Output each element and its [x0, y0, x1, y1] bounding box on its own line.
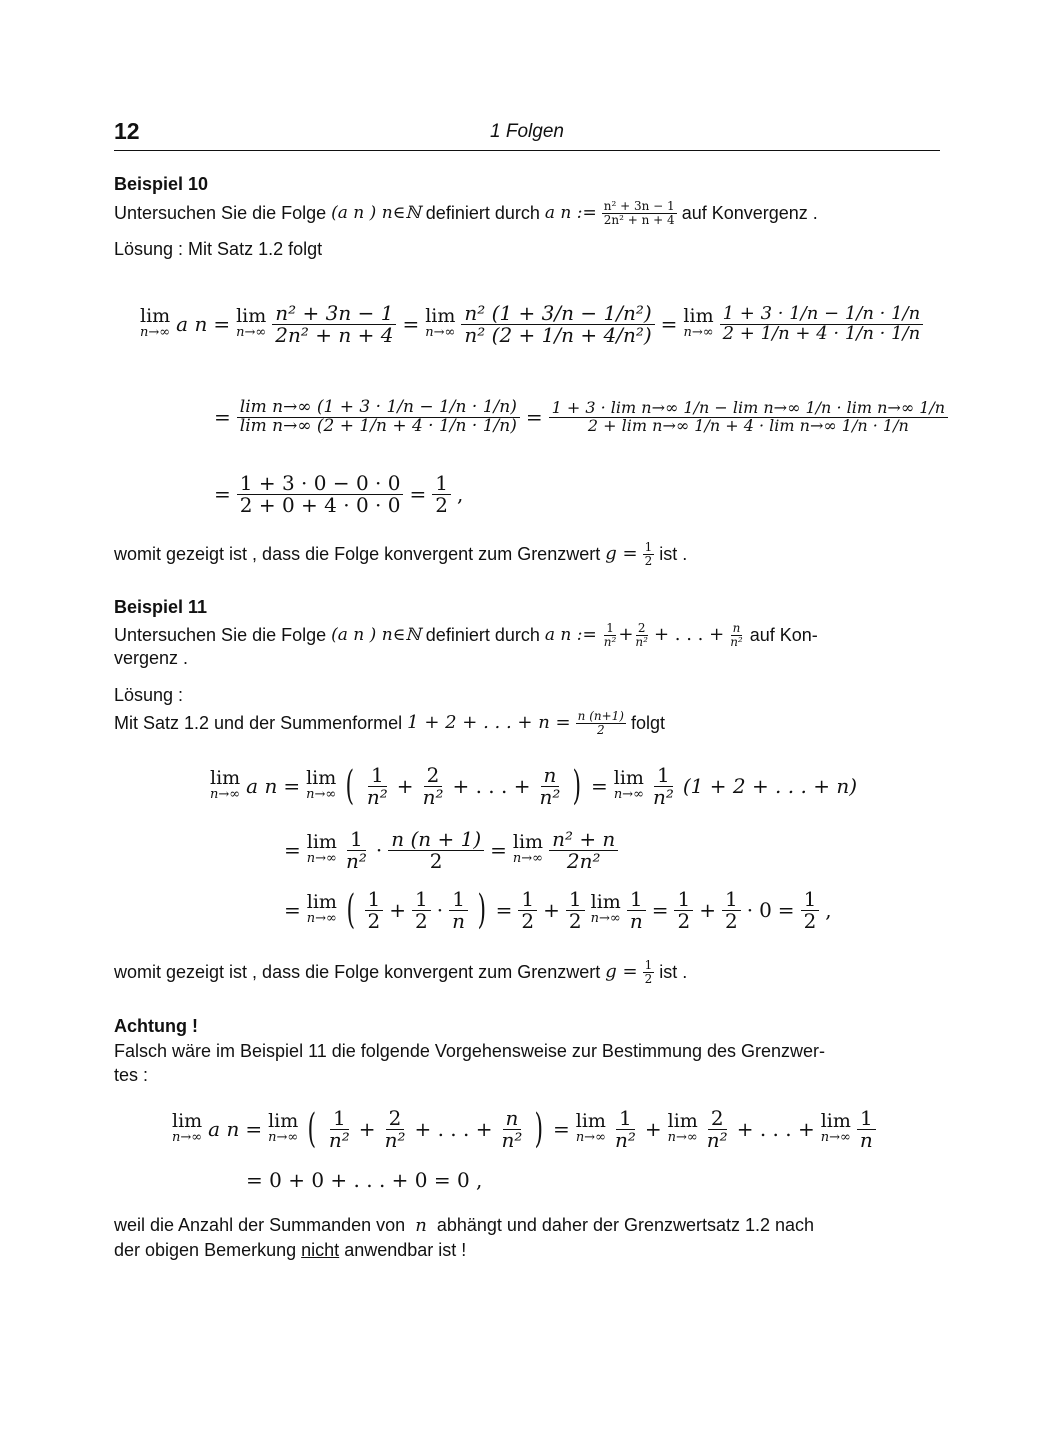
left-paren: (	[307, 1106, 317, 1152]
example-11-title: Beispiel 11	[114, 597, 208, 617]
left-paren: (	[345, 763, 355, 809]
definition-lhs: a n :=	[544, 203, 597, 223]
fraction: $\frac{1}{\text{n²}}$	[614, 1105, 636, 1152]
fraction: $\frac{1}{2}$	[432, 473, 451, 516]
limit-operator: lim n→∞	[575, 1110, 606, 1146]
fraction: $\frac{1}{n}$	[449, 889, 468, 932]
fraction: $\frac{1}{2}$	[365, 889, 384, 932]
page-header	[114, 118, 940, 151]
warning-text: Falsch wäre im Beispiel 11 die folgende Vorgehensweise zur Bestimmung des Grenzwer-	[114, 1041, 826, 1061]
equals-sign: =	[214, 482, 231, 506]
fraction: $\frac{\text{n² + n}}{\text{2n²}}$	[549, 829, 618, 872]
sum-formula: 1 + 2 + . . . + n =	[407, 712, 571, 733]
fraction: $\frac{n}{\text{n²}}$	[730, 620, 743, 649]
definition-lhs: a n :=	[544, 625, 597, 645]
limit-operator: lim n→∞	[268, 1110, 299, 1146]
limit-operator: lim n→∞	[306, 831, 337, 867]
fraction: $\frac{\text{n² (1 + 3/n − 1/n²)}}{\text{n² (2 + 1/n + 4/n²)}}$	[461, 303, 654, 346]
right-paren: )	[572, 763, 582, 809]
example-11-conclusion: womit gezeigt ist , dass die Folge konvergent zum Grenzwert g = $\frac{1}{2}$ ist .	[114, 957, 688, 986]
fraction: $\frac{n}{\text{n²}}$	[501, 1105, 523, 1152]
limit-operator: lim n→∞	[667, 1110, 698, 1146]
fraction: $\frac{\text{n² + 3n − 1}}{\text{2n² + n + 4}}$	[272, 303, 396, 346]
definition-fraction: $\frac{\text{n² + 3n − 1}}{\text{2n² + n + 4}}$	[603, 198, 675, 227]
limit-operator: lim n→∞	[683, 305, 714, 341]
fraction: $\frac{2}{\text{n²}}$	[706, 1105, 728, 1152]
limit-value-fraction: $\frac{1}{2}$	[644, 539, 653, 568]
chapter-title: 1 Folgen	[490, 121, 564, 142]
fraction: $\frac{2}{\text{n²}}$	[384, 1105, 406, 1152]
fraction: $\frac{1}{2}$	[412, 889, 431, 932]
left-paren: (	[346, 887, 356, 933]
fraction: $\frac{1}{2}$	[722, 889, 741, 932]
fraction: $\frac{\text{lim n→∞ (1 + 3 · 1/n − 1/n · 1/n)}}{\text{lim n→∞ (2 + 1/n + 4 · 1/n · 1/n)}}$	[237, 399, 520, 436]
fraction: $\frac{n}{\text{n²}}$	[539, 762, 561, 809]
limit-value-fraction: $\frac{1}{2}$	[644, 957, 653, 986]
limit-operator: lim n→∞	[613, 767, 644, 803]
emphasis-nicht: nicht	[301, 1240, 340, 1260]
page-number: 12	[114, 118, 140, 144]
equals-sign: =	[402, 312, 420, 336]
fraction: $\frac{\text{1 + 3 · lim n→∞ 1/n − lim n→∞ 1/n · lim n→∞ 1/n}}{\text{2 + lim n→∞ 1/n + 4 · lim n→∞ 1/n · 1/n}}$	[549, 400, 949, 435]
equation-row: = lim n→∞ $\frac{1}{\text{n²}}$ · $\frac{n (n + 1)}{2}$ = lim n→∞ $\frac{\text{n² + n}}{\text{2n²}}$	[284, 824, 624, 876]
sequence-symbol: (a n ) n∈ℕ	[331, 625, 421, 645]
right-paren: )	[477, 887, 487, 933]
limit-operator: lim n→∞	[820, 1110, 851, 1146]
fraction: $\frac{n (n + 1)}{2}$	[388, 829, 484, 872]
fraction: $\frac{1}{n}$	[627, 889, 646, 932]
limit-operator: lim n→∞	[306, 767, 337, 803]
final-remark: weil die Anzahl der Summanden von n abhängt und daher der Grenzwertsatz 1.2 nach	[114, 1215, 815, 1236]
fraction: $\frac{1}{\text{n²}}$	[603, 620, 617, 649]
fraction: $\frac{1}{\text{n²}}$	[366, 762, 388, 809]
right-paren: )	[534, 1106, 544, 1152]
fraction: $\frac{1 + 3 \cdot 0 - 0 \cdot 0}{2 + 0 + 4 \cdot 0 \cdot 0}$	[237, 473, 404, 516]
example-10-conclusion: womit gezeigt ist , dass die Folge konvergent zum Grenzwert g = $\frac{1}{2}$ ist .	[114, 539, 688, 568]
fraction: $\frac{1 + 3 \cdot 1/n - 1/n \cdot 1/n}{2 + 1/n + 4 \cdot 1/n \cdot 1/n}$	[720, 305, 924, 344]
comma: ,	[456, 482, 464, 506]
sum-formula-line: Mit Satz 1.2 und der Summenformel 1 + 2 + . . . + n = $\frac{n (n+1)}{2}$ folgt	[114, 708, 666, 737]
equals-sign: =	[409, 482, 427, 506]
sequence-term: a n	[176, 312, 208, 336]
equation-row: = lim n→∞ ( $\frac{1}{2}$ + $\frac{1}{2}$ · $\frac{1}{n}$ ) = $\frac{1}{2}$ + $\frac{1}{2}$ lim n→∞ $\frac{1}{n}$ = $\frac{1}{2}$ + $\frac{1}{2}$ · 0 = $\frac{1}{2}$ ,	[284, 886, 832, 933]
task-text: auf Konvergenz .	[681, 203, 818, 223]
equals-sign: =	[213, 312, 231, 336]
limit-operator: lim n→∞	[425, 305, 456, 341]
limit-operator: lim n→∞	[306, 891, 337, 927]
solution-label: Lösung :	[114, 685, 184, 705]
limit-value-lhs: g =	[605, 543, 638, 564]
fraction: $\frac{1}{n}$	[857, 1108, 876, 1151]
task-text: Untersuchen Sie die Folge	[114, 203, 327, 223]
equals-sign: =	[660, 312, 678, 336]
sequence-symbol: (a n ) n∈ℕ	[331, 203, 421, 223]
fraction: $\frac{n (n+1)}{2}$	[577, 708, 624, 737]
limit-operator: lim n→∞	[512, 831, 544, 867]
fraction: $\frac{2}{\text{n²}}$	[422, 762, 444, 809]
equation-row	[214, 468, 469, 520]
fraction: $\frac{1}{2}$	[674, 889, 693, 932]
example-10-title: Beispiel 10	[114, 174, 209, 194]
fraction: $\frac{1}{2}$	[518, 889, 537, 932]
fraction: $\frac{1}{\text{n²}}$	[345, 826, 367, 873]
limit-operator: lim n→∞	[236, 305, 267, 341]
limit-operator: lim n→∞	[172, 1110, 203, 1146]
warning-title: Achtung !	[114, 1016, 198, 1036]
equation-row	[140, 284, 929, 364]
fraction: $\frac{1}{2}$	[566, 889, 585, 932]
warning-text: tes :	[114, 1065, 149, 1085]
equation-row: lim n→∞ a n = lim n→∞ ( $\frac{1}{\text{n²}}$ + $\frac{2}{\text{n²}}$ + . . . + $\frac{n}{\text{n²}}$ ) = lim n→∞ $\frac{1}{\text{n²}}$ + lim n→∞ $\frac{2}{\text{n²}}$ + . . . + lim n→∞ $\frac{1}{n}$	[172, 1100, 882, 1158]
equation-row: = 0 + 0 + . . . + 0 = 0 ,	[246, 1168, 483, 1192]
final-remark: der obigen Bemerkung nicht anwendbar ist !	[114, 1240, 467, 1260]
task-text: definiert durch	[425, 203, 540, 223]
equation-row: lim n→∞ a n = lim n→∞ ( $\frac{1}{\text{n²}}$ + $\frac{2}{\text{n²}}$ + . . . + $\frac{n}{\text{n²}}$ ) = lim n→∞ $\frac{1}{\text{n²}}$ (1 + 2 + . . . + n)	[210, 762, 857, 809]
fraction: $\frac{2}{\text{n²}}$	[635, 620, 648, 649]
example-10-task	[114, 196, 940, 230]
fraction: $\frac{1}{\text{n²}}$	[328, 1105, 350, 1152]
task-continuation: vergenz .	[114, 648, 189, 668]
equals-sign: =	[214, 405, 231, 429]
example-11-task: Untersuchen Sie die Folge (a n ) n∈ℕ definiert durch a n := $\frac{1}{\text{n²}}$ + $\frac{2}{\text{n²}}$ + . . . + $\frac{n}{\text{n²}}$ auf Kon-	[114, 620, 818, 649]
equals-sign: =	[525, 405, 543, 429]
limit-operator: lim n→∞	[140, 305, 171, 341]
fraction: $\frac{1}{2}$	[801, 889, 820, 932]
solution-label: Lösung : Mit Satz 1.2 folgt	[114, 239, 323, 259]
equation-row	[214, 374, 954, 460]
limit-operator: lim n→∞	[590, 891, 621, 927]
limit-operator: lim n→∞	[210, 767, 241, 803]
fraction: $\frac{1}{\text{n²}}$	[652, 762, 674, 809]
limit-value-lhs: g =	[605, 961, 638, 982]
